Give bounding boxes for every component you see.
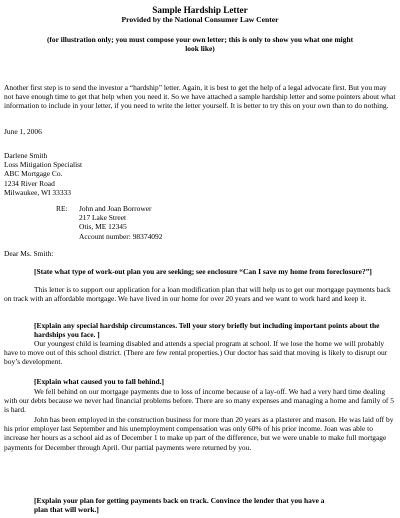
re-line: 217 Lake Street [79, 213, 127, 223]
recipient-line: ABC Mortgage Co. [4, 169, 63, 179]
re-line: John and Joan Borrower [79, 204, 152, 213]
recipient-line: Milwaukee, WI 33333 [4, 187, 71, 197]
re-block [79, 204, 162, 241]
section-body-cause: We fell behind on our mortgage payments due to loss of income because of a lay-off. We had a very hard time dealing with our debts because we never had financial problems before. There are so many expenses and managing a home and family of 5 is hard. [4, 387, 394, 415]
salutation: Dear Ms. Smith: [4, 249, 54, 258]
section-heading-plan-line: [Explain your plan for getting payments back on track. Convince the lender that you have a [34, 496, 325, 505]
re-line: Otis, ME 12345 [79, 222, 127, 232]
section-body-hardship: Our youngest child is learning disabled and attends a special program at school. If we lose the home we will probably have to move out of this school district. (There are few rental properties.) Our doctor has said that moving is likely to disrupt our boy’s development. [4, 339, 388, 367]
letter-date: June 1, 2006 [4, 127, 42, 136]
illustration-notice [4, 35, 396, 53]
section-heading-cause: [Explain what caused you to fall behind.] [34, 377, 164, 386]
recipient-line: Loss Mitigation Specialist [4, 160, 83, 170]
section-heading-plan-line: plan that will work.] [34, 505, 99, 515]
intro-paragraph: Another first step is to send the investor a “hardship” letter. Again, it is best to get the help of a legal advocate first. But you may not have enough time to get that help when you need it. So we have attached a sample hardship letter and some pointers about what information to include in your letter, if you need to write the letter yourself. It is better to try this on your own than to do nothing. [4, 83, 396, 111]
illustration-notice-line: look like) [185, 44, 215, 54]
illustration-notice-line: (for illustration only; you must compose your own letter; this is only to show you what one might [46, 35, 354, 44]
letter-subtitle: Provided by the National Consumer Law Center [121, 15, 279, 24]
section-heading-workout: [State what type of work-out plan you are seeking; see enclosure “Can I save my home from foreclosure?”] [34, 267, 372, 276]
recipient-line: Darlene Smith [4, 151, 48, 160]
section-heading-hardship: [Explain any special hardship circumstances. Tell your story briefly but including important points about the hardships you face. ] [34, 321, 380, 340]
section-body-workout: This letter is to support our application for a loan modification plan that will help us to get our mortgage payments back on track with an affordable mortgage. We have lived in our home for over 20 years and we want to work hard and keep it. [4, 285, 391, 304]
section-heading-plan [4, 496, 396, 514]
recipient-address [4, 151, 304, 197]
letter-title: Sample Hardship Letter [152, 5, 248, 15]
section-body-cause-continued: John has been employed in the construction business for more than 20 years as a plasterer and mason. He was laid off by his prior employer last September and his unemployment compensation was only 60% of his prior income. Joan was able to increase her hours as a school aid as of December 1 to make up part of the difference, but we were unable to make full mortgage payments for December through April. Our partial payments were returned by you. [4, 415, 394, 452]
re-line: Account number: 98374092 [79, 231, 163, 241]
re-label: RE: [56, 204, 68, 213]
recipient-line: 1234 River Road [4, 178, 55, 188]
